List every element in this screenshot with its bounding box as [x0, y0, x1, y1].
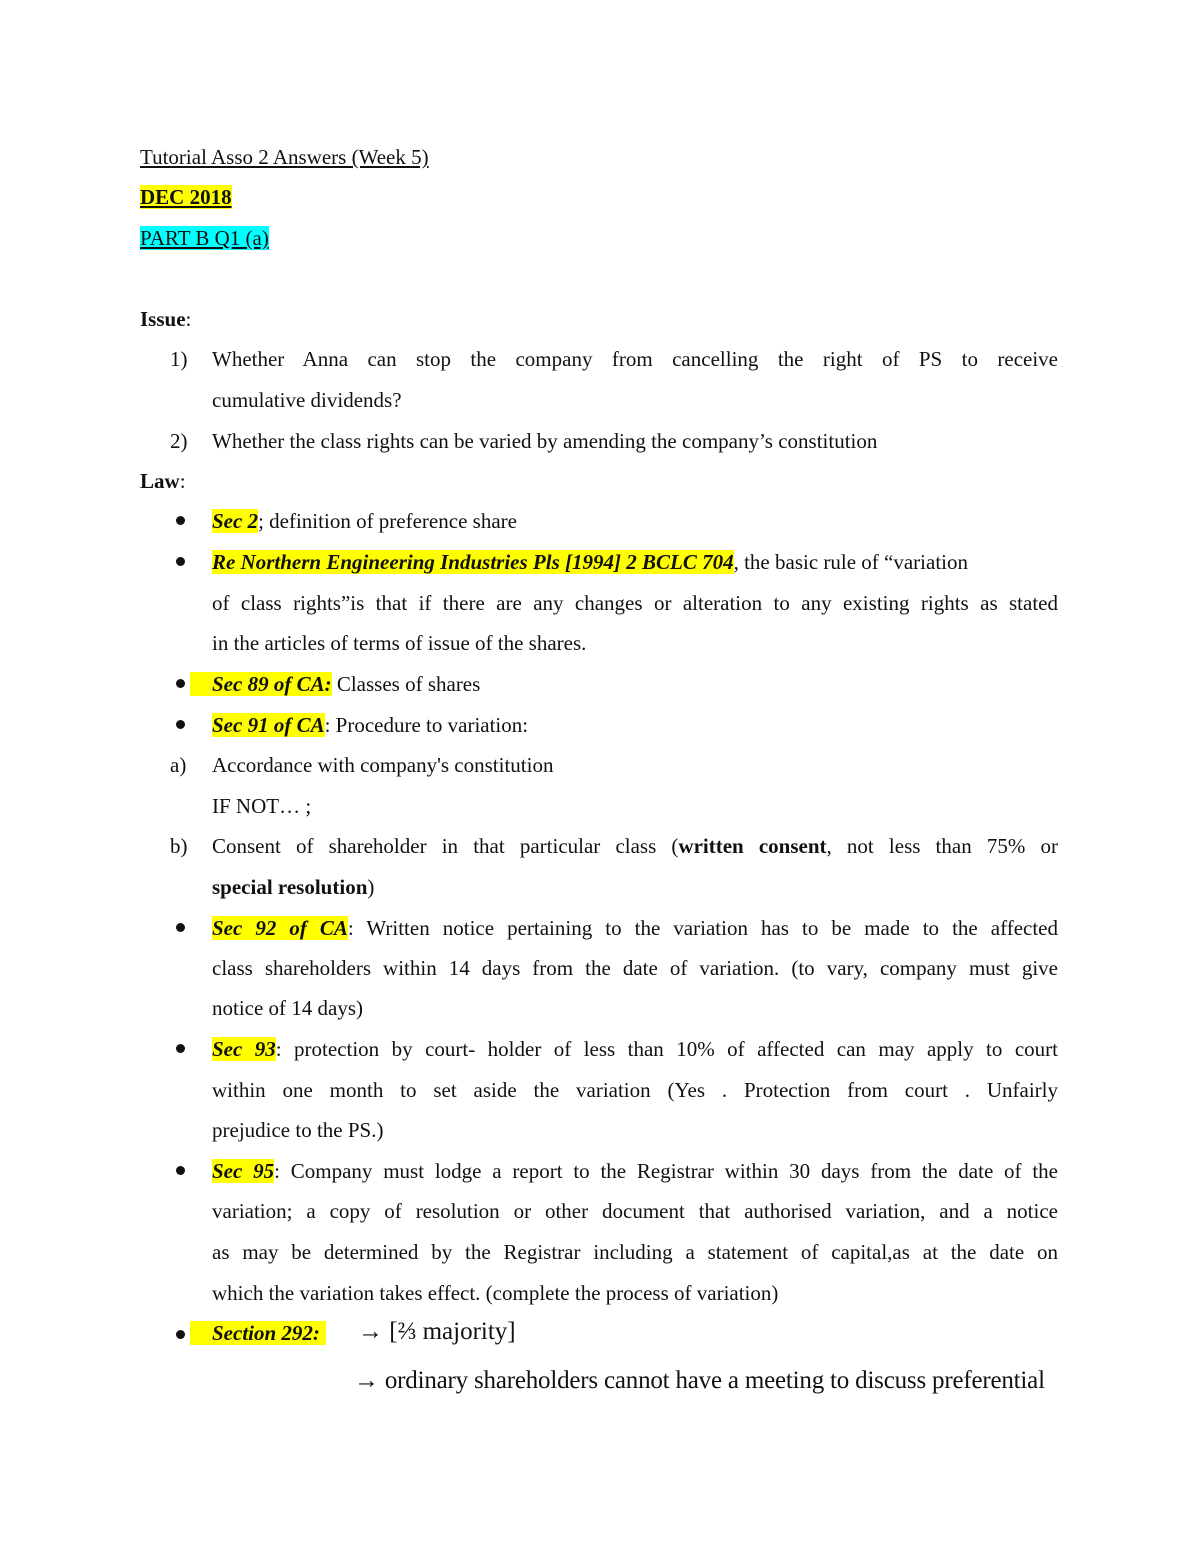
bullet-icon [176, 923, 185, 932]
sec2-item [212, 508, 1058, 534]
bullet-icon [176, 1044, 185, 1053]
item-a-text: Accordance with company's constitution [212, 753, 554, 777]
sec92-line3: notice of 14 days) [212, 996, 364, 1020]
sec95-text1: : Company must lodge a report to the Registrar within 30 days from the date of the [274, 1159, 1059, 1183]
item-b-text2: , not less than 75% or [826, 834, 1058, 858]
item-b-bold1: written consent [678, 834, 827, 858]
case-line1 [212, 549, 1058, 575]
sec95-line3: as may be determined by the Registrar including a statement of capital,as at the date on [212, 1240, 1058, 1264]
bullet-icon [176, 1330, 185, 1339]
issue-colon: : [185, 307, 192, 331]
sec92-ref: Sec 92 of CA [212, 916, 348, 940]
part-heading [140, 225, 1060, 251]
item-a-label: a) [170, 753, 187, 777]
item-b-line1 [212, 833, 1058, 859]
sec92-text1: : Written notice pertaining to the variation has to be made to the affected [347, 916, 1058, 940]
sec292-ref: Section 292: [190, 1321, 326, 1345]
item-b-bold2: special resolution [212, 875, 368, 899]
item-b-label: b) [170, 834, 188, 858]
sec2-ref: Sec 2 [212, 509, 259, 533]
sec93-line2: within one month to set aside the variation (Yes . Protection from court . Unfairly [212, 1078, 1058, 1102]
dec-heading [140, 184, 1060, 210]
sec91-text: : Procedure to variation: [324, 713, 529, 737]
sec2-text: ; definition of preference share [258, 509, 517, 533]
case-line2: of class rights”is that if there are any changes or alteration to any existing rights as stated [212, 591, 1058, 615]
sec92-line1 [212, 915, 1058, 941]
part-heading-text: PART B Q1 (a) [140, 226, 269, 250]
sec93-line1 [212, 1036, 1058, 1062]
bullet-icon [176, 720, 185, 729]
issue2-line: Whether the class rights can be varied by amending the company’s constitution [212, 429, 878, 453]
item-b-text3: ) [367, 875, 375, 899]
law-label: Law [140, 469, 180, 493]
sec92-line2: class shareholders within 14 days from the date of variation. (to vary, company must give [212, 956, 1058, 980]
bullet-icon [176, 1166, 185, 1175]
item-b-line2 [212, 874, 1058, 900]
case-ref: Re Northern Engineering Industries Pls [1994] 2 BCLC 704 [212, 550, 734, 574]
bullet-icon [176, 557, 185, 566]
arrow-majority: → [⅔ majority] [358, 1318, 516, 1345]
arrow-ordinary-shareholders: → ordinary shareholders cannot have a meeting to discuss preferential [354, 1367, 1045, 1394]
sec95-line2: variation; a copy of resolution or other document that authorised variation, and a notice [212, 1199, 1058, 1223]
item-b-text1: Consent of shareholder in that particular class ( [212, 834, 679, 858]
bullet-icon [176, 679, 185, 688]
issue-heading [140, 306, 1060, 332]
sec89-ref: Sec 89 of CA: [190, 672, 332, 696]
sec89-item [190, 671, 1036, 697]
sec95-line1 [212, 1158, 1058, 1184]
sec95-ref: Sec 95 [212, 1159, 275, 1183]
sec93-text1: : protection by court- holder of less than 10% of affected can may apply to court [275, 1037, 1058, 1061]
sec89-text: Classes of shares [331, 672, 481, 696]
sec93-ref: Sec 93 [212, 1037, 276, 1061]
law-heading [140, 468, 1060, 494]
sec93-line3: prejudice to the PS.) [212, 1118, 384, 1142]
dec-heading-text: DEC 2018 [140, 185, 232, 209]
case-line3: in the articles of terms of issue of the shares. [212, 631, 587, 655]
sec91-item [212, 712, 1058, 738]
if-not-text: IF NOT… ; [212, 794, 312, 818]
issue2-number: 2) [170, 429, 188, 453]
case-text1: , the basic rule of “variation [733, 550, 968, 574]
sec95-line4: which the variation takes effect. (complete the process of variation) [212, 1281, 779, 1305]
issue1-number: 1) [170, 347, 188, 371]
doc-title [140, 144, 1060, 170]
issue1-line1: Whether Anna can stop the company from cancelling the right of PS to receive [212, 347, 1058, 371]
bullet-icon [176, 516, 185, 525]
sec91-ref: Sec 91 of CA [212, 713, 325, 737]
law-colon: : [179, 469, 186, 493]
issue-label: Issue [140, 307, 186, 331]
doc-title-text: Tutorial Asso 2 Answers (Week 5) [140, 145, 429, 169]
issue1-line2: cumulative dividends? [212, 388, 402, 412]
